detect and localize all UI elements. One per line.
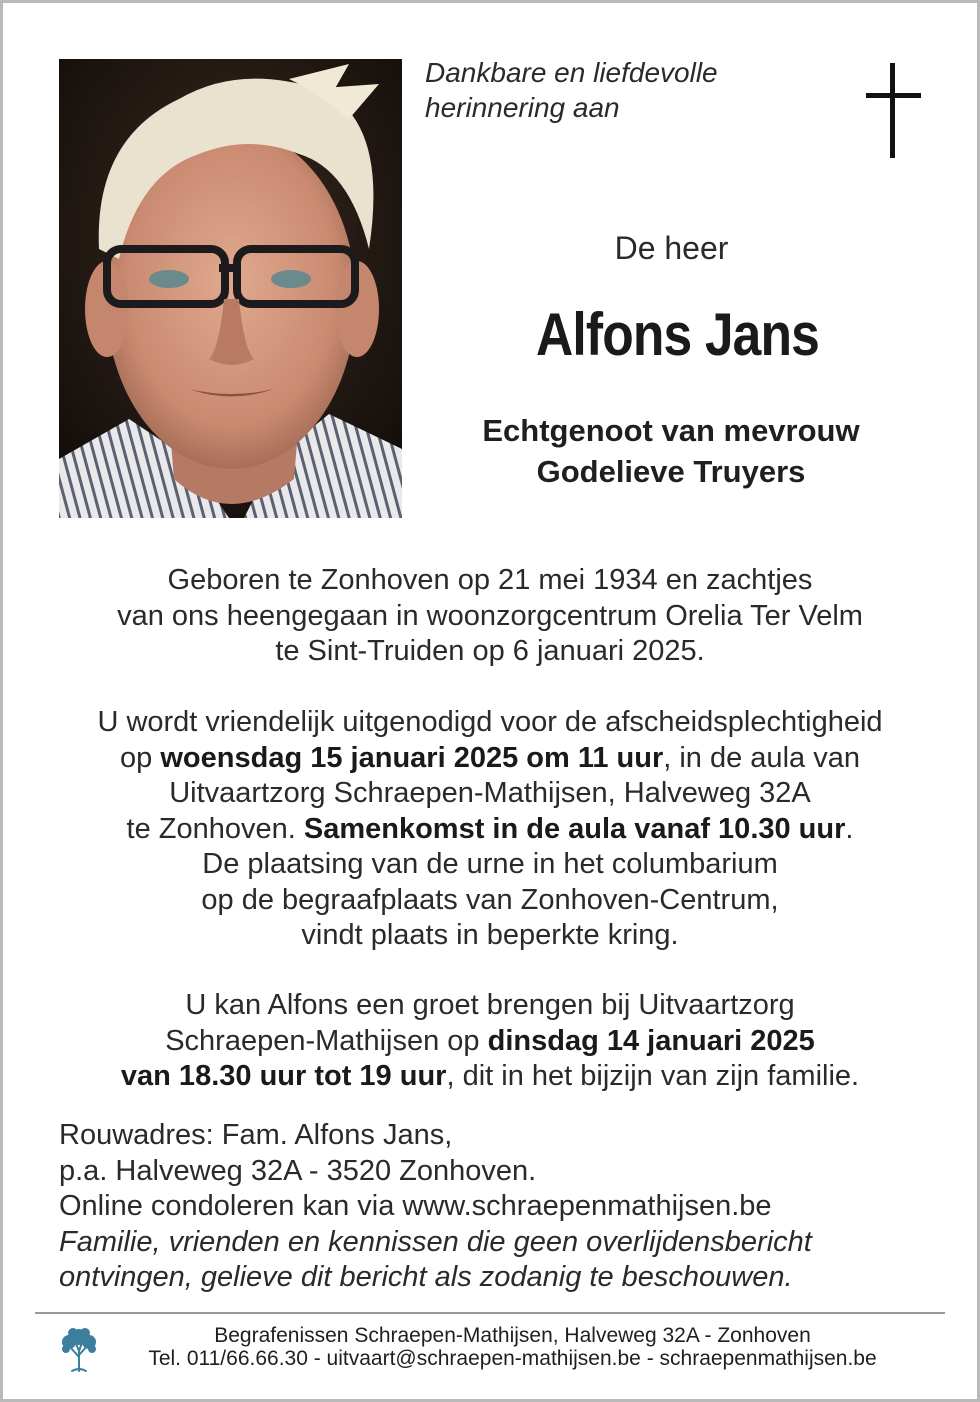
tree-logo-icon bbox=[60, 1325, 98, 1373]
birth-line: te Sint-Truiden op 6 januari 2025. bbox=[275, 635, 705, 667]
ceremony-line: U wordt vriendelijk uitgenodigd voor de afscheidsplechtigheid bbox=[97, 706, 883, 738]
spouse-info bbox=[440, 410, 902, 492]
visit-time: van 18.30 uur tot 19 uur bbox=[120, 1060, 447, 1092]
visit-date: dinsdag 14 januari 2025 bbox=[487, 1024, 815, 1057]
birth-line: van ons heengegaan in woonzorgcentrum Orelia Ter Velm bbox=[117, 599, 863, 632]
spouse-name: Godelieve Truyers bbox=[536, 454, 806, 489]
intro-line: herinnering aan bbox=[425, 92, 620, 123]
birth-line: Geboren te Zonhoven op 21 mei 1934 en zachtjes bbox=[167, 564, 813, 596]
ceremony-line: De plaatsing van de urne in het columbarium bbox=[202, 848, 778, 880]
birth-paragraph bbox=[40, 563, 940, 670]
visit-paragraph bbox=[40, 988, 940, 1095]
cross-icon bbox=[866, 63, 921, 158]
funeral-home-address: Begrafenissen Schraepen-Mathijsen, Halveweg 32A - Zonhoven bbox=[214, 1324, 811, 1347]
notice-line: ontvingen, gelieve dit bericht als zodanig te beschouwen. bbox=[59, 1261, 793, 1293]
ceremony-paragraph bbox=[40, 705, 940, 954]
condolence-link[interactable]: Online condoleren kan via www.schraepenmathijsen.be bbox=[59, 1190, 772, 1222]
funeral-home-contact[interactable]: Tel. 011/66.66.30 - uitvaart@schraepen-mathijsen.be - schraepenmathijsen.be bbox=[148, 1347, 877, 1370]
honorific: De heer bbox=[614, 230, 729, 266]
visit-line: Schraepen-Mathijsen op dinsdag 14 januari 2025 bbox=[165, 1024, 815, 1057]
visit-line: van 18.30 uur tot 19 uur, dit in het bijzijn van zijn familie. bbox=[120, 1060, 860, 1092]
deceased-name: Alfons Jans bbox=[535, 301, 819, 368]
visit-line: U kan Alfons een groet brengen bij Uitvaartzorg bbox=[185, 989, 795, 1021]
ceremony-line: op de begraafplaats van Zonhoven-Centrum, bbox=[201, 883, 779, 916]
spouse-line: Echtgenoot van mevrouw bbox=[482, 413, 860, 448]
ceremony-line: te Zonhoven. Samenkomst in de aula vanaf 10.30 uur. bbox=[126, 812, 854, 845]
ceremony-date: woensdag 15 januari 2025 om 11 uur bbox=[160, 741, 664, 774]
ceremony-line: op woensdag 15 januari 2025 om 11 uur, in de aula van bbox=[120, 741, 860, 774]
portrait-photo bbox=[59, 59, 402, 518]
footer-divider bbox=[35, 1312, 945, 1314]
funeral-home-footer bbox=[100, 1324, 925, 1370]
ceremony-line: Uitvaartzorg Schraepen-Mathijsen, Halveweg 32A bbox=[169, 777, 811, 809]
gathering-time: Samenkomst in de aula vanaf 10.30 uur bbox=[303, 812, 846, 845]
notice-line: Familie, vrienden en kennissen die geen overlijdensbericht bbox=[59, 1225, 812, 1258]
mourning-address: Rouwadres: Fam. Alfons Jans, bbox=[59, 1119, 453, 1151]
mourning-address-street: p.a. Halveweg 32A - 3520 Zonhoven. bbox=[59, 1154, 537, 1187]
intro-text bbox=[425, 55, 845, 125]
contact-paragraph bbox=[59, 1118, 939, 1296]
intro-line: Dankbare en liefdevolle bbox=[425, 57, 718, 88]
ceremony-line: vindt plaats in beperkte kring. bbox=[301, 919, 679, 951]
